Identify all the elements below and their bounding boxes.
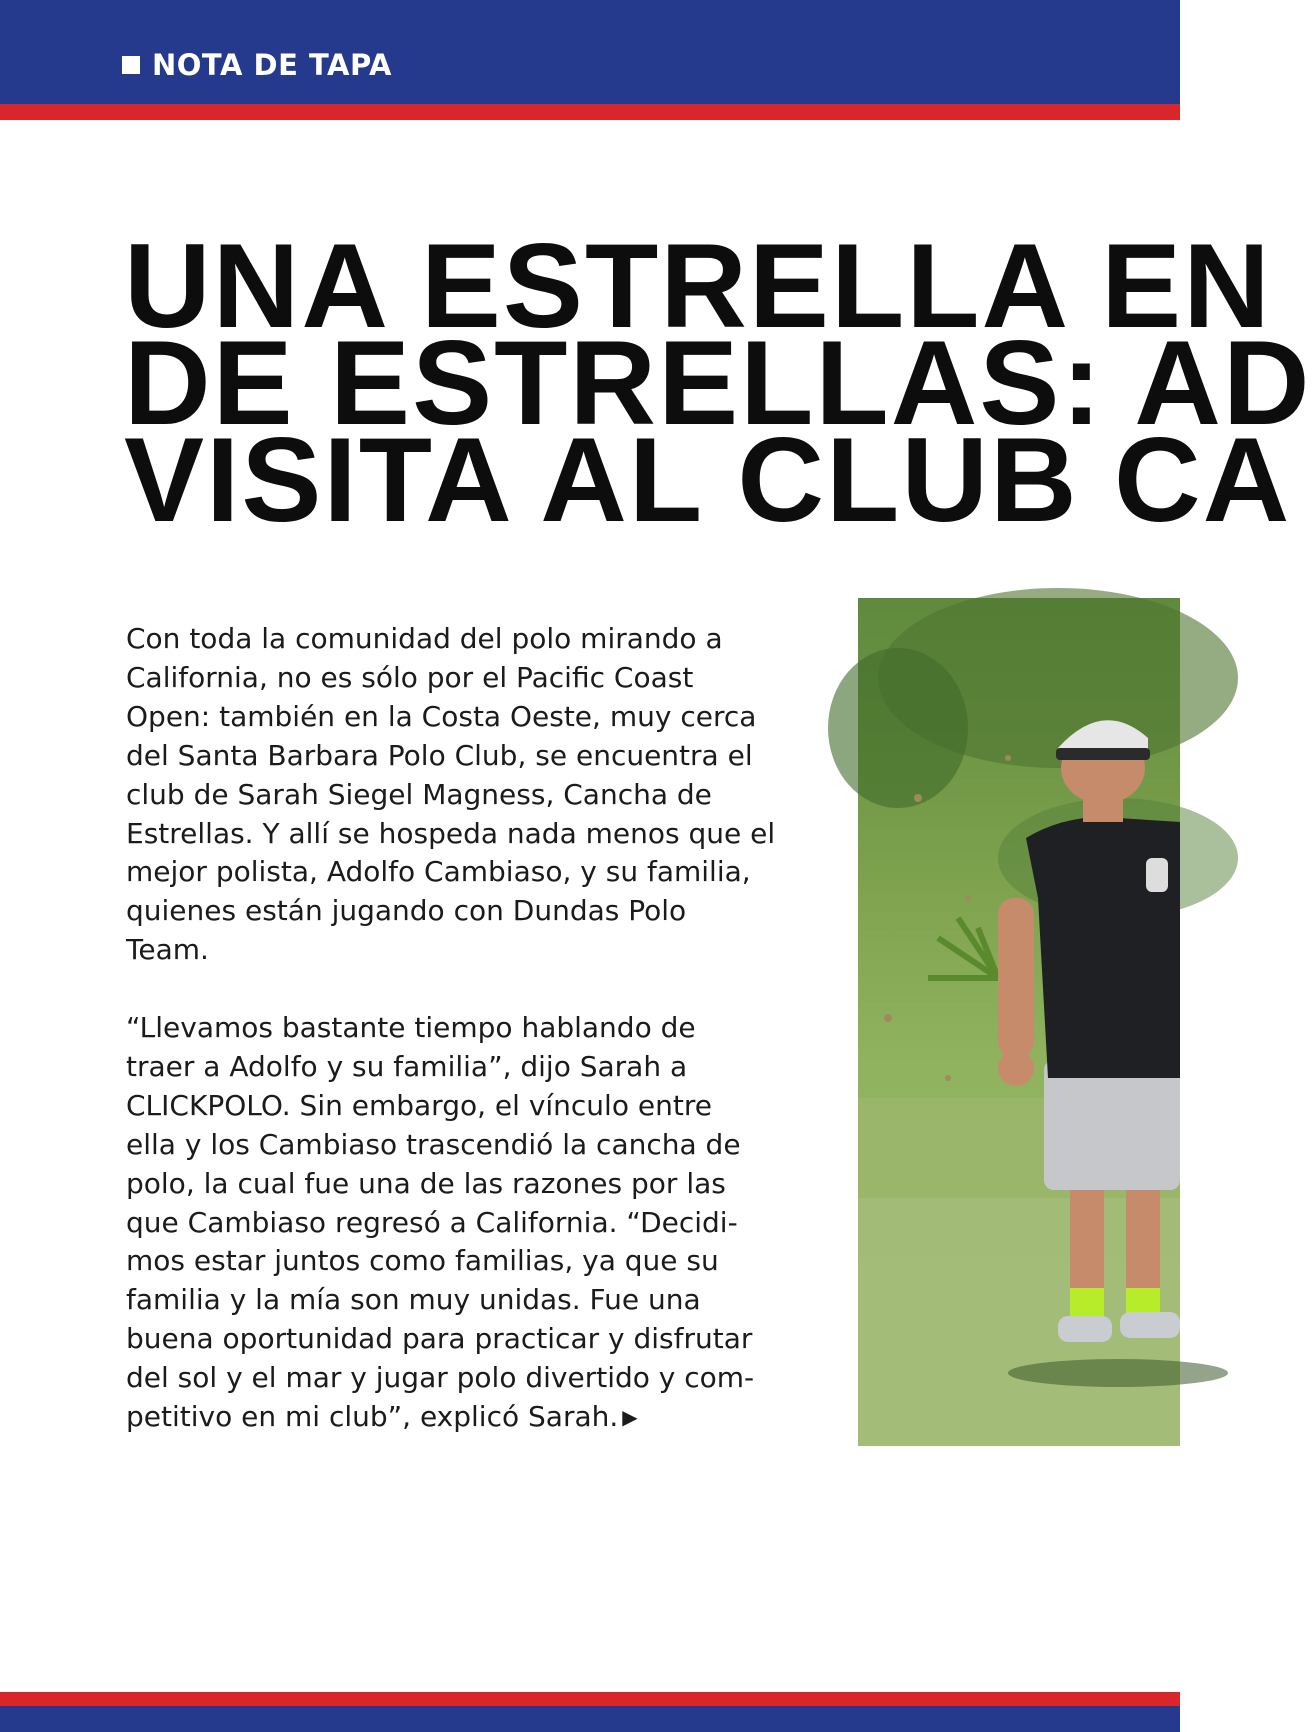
body-line: del Santa Barbara Polo Club, se encuentra el [126, 738, 753, 772]
polo-player-photo-icon [858, 598, 1180, 1446]
body-line: buena oportunidad para practicar y disfrutar [126, 1322, 753, 1356]
article-body [126, 620, 846, 1437]
body-line: quienes están jugando con Dundas Polo [126, 894, 687, 928]
body-line: que Cambiaso regresó a California. “Decidi- [126, 1205, 738, 1239]
body-line [126, 1398, 846, 1437]
article-headline [124, 219, 1312, 547]
headline-line: DE ESTRELLAS: AD [124, 316, 1312, 450]
body-line: ella y los Cambiaso trascendió la cancha de [126, 1127, 741, 1161]
footer-band [0, 1706, 1180, 1732]
body-line: familia y la mía son muy unidas. Fue una [126, 1283, 701, 1317]
article-photo [858, 598, 1180, 1446]
article-paragraph-1 [126, 620, 846, 970]
body-line: Con toda la comunidad del polo mirando a [126, 622, 723, 655]
body-line: club de Sarah Siegel Magness, Cancha de [126, 777, 712, 811]
article-paragraph-2 [126, 1009, 846, 1437]
body-line: “Llevamos bastante tiempo hablando de [126, 1011, 696, 1045]
section-label-text: NOTA DE TAPA [152, 48, 392, 82]
body-line: California, no es sólo por el Pacific Coast [126, 660, 694, 694]
body-line: traer a Adolfo y su familia”, dijo Sarah a [126, 1049, 688, 1083]
body-line: Open: también en la Costa Oeste, muy cerca [126, 699, 757, 733]
body-line-text: petitivo en mi club”, explicó Sarah. [126, 1400, 619, 1434]
headline-line: UNA ESTRELLA EN [124, 219, 1272, 353]
body-line: del sol y el mar y jugar polo divertido y com- [126, 1361, 755, 1395]
body-line: mejor polista, Adolfo Cambiaso, y su familia, [126, 855, 751, 889]
body-line: CLICKPOLO. Sin embargo, el vínculo entre [126, 1088, 712, 1122]
body-line: mos estar juntos como familias, ya que su [126, 1244, 719, 1278]
section-label [122, 48, 392, 82]
paragraph-gap [126, 970, 846, 1009]
body-line: polo, la cual fue una de las razones por las [126, 1166, 726, 1200]
header-stripe [0, 104, 1180, 120]
body-line: Estrellas. Y allí se hospeda nada menos que el [126, 816, 776, 850]
footer-stripe [0, 1692, 1180, 1706]
headline-line: VISITA AL CLUB CA [124, 413, 1292, 547]
end-of-article-triangle-icon: ▶ [622, 1405, 638, 1430]
body-line: Team. [126, 933, 209, 967]
square-bullet-icon [122, 56, 140, 74]
